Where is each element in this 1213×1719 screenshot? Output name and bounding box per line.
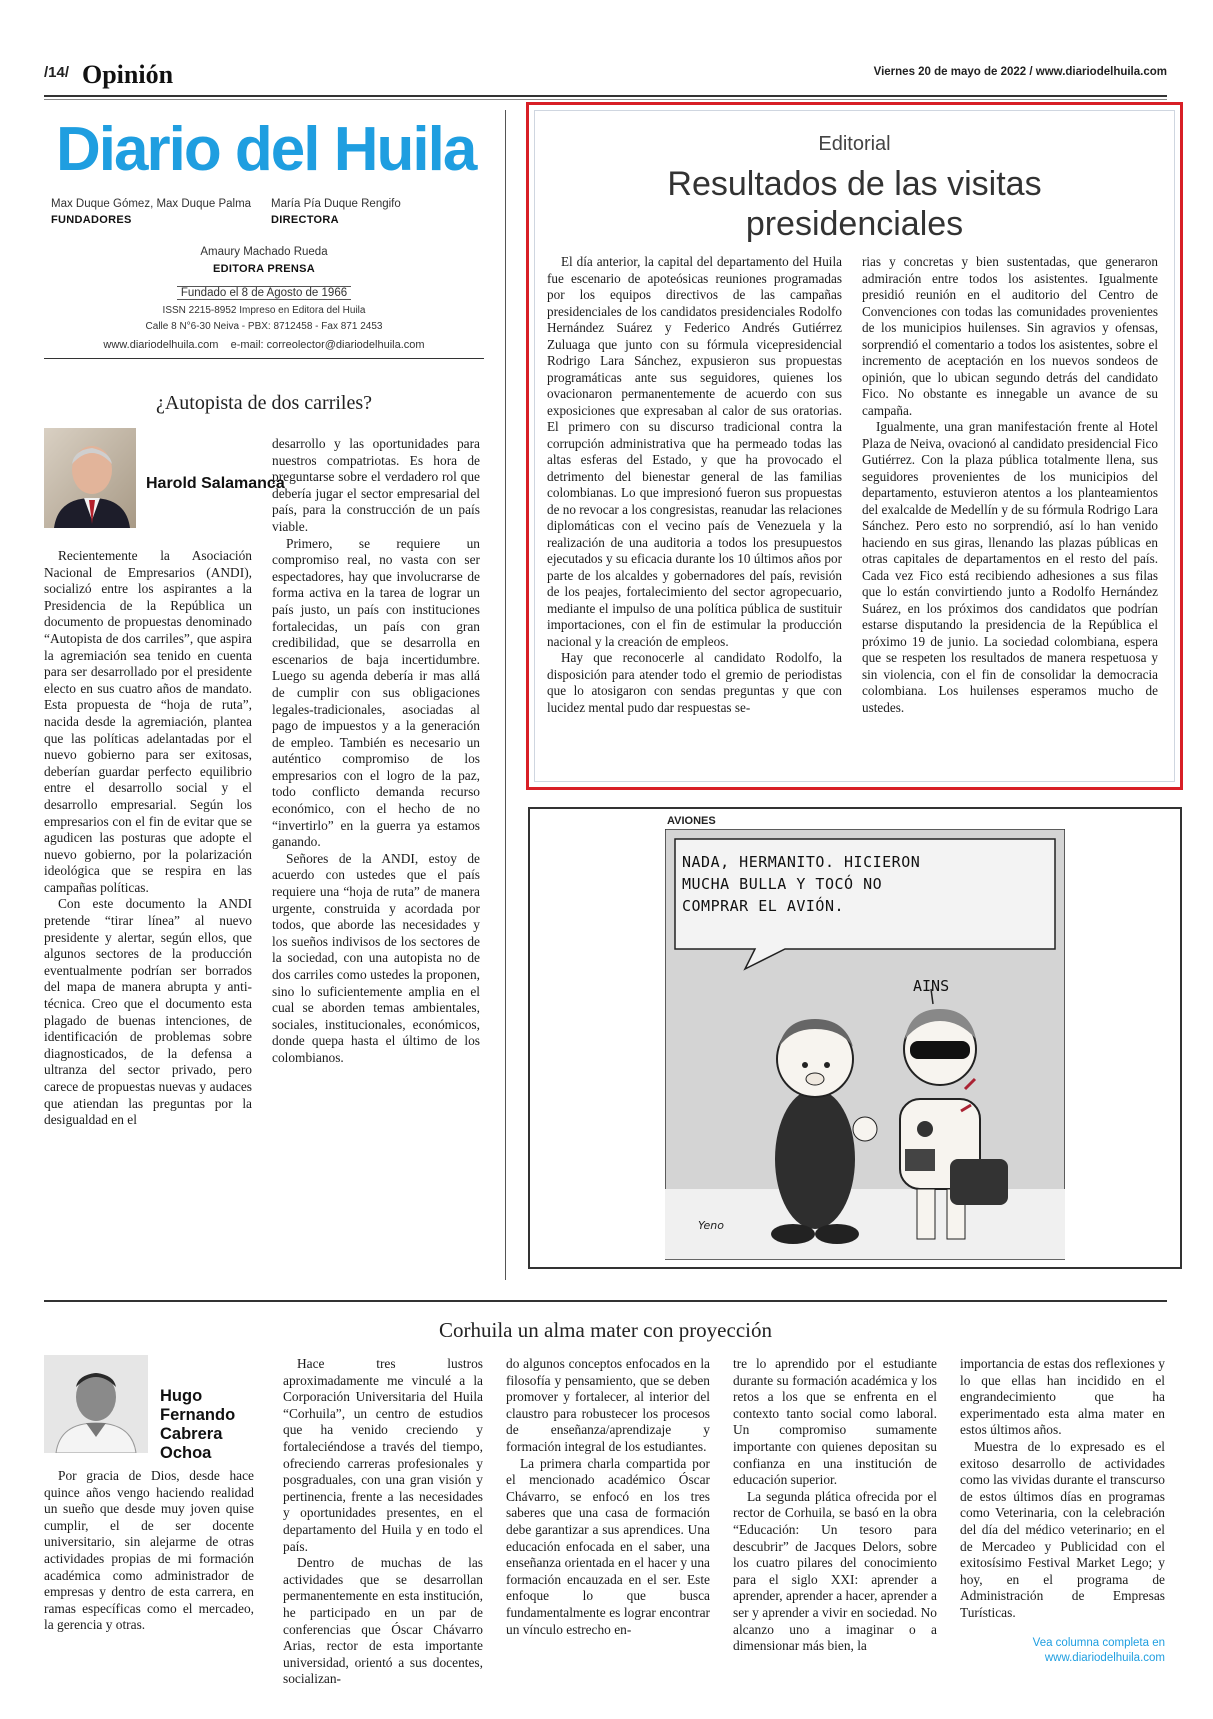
paragraph: rias y concretas y bien sustentadas, que generaron admiración entre todos los asistentes. Igualmente presidió reunión en el auditorio del Centro de Convenciones con todas las comunidades provenientes de los municipios huilenses. Sin agravios y ofensas, sorprendió el comentario a todos los asistentes, sobre el incremento de aceptación en los nuevos sondeos de opinión, que lo ubican segundo detrás del candidato Fico. No obstante es innegable un avance de su campaña. bbox=[862, 254, 1158, 418]
paragraph: Dentro de muchas de las actividades que se desarrollan permanentemente en esta institución, he participado en un par de conferencias que Óscar Chávarro Arias, rector de esta importante universidad, orientó a sus docentes, socializan- bbox=[283, 1555, 483, 1687]
cartoon-speech bbox=[682, 851, 920, 917]
founders-role: FUNDADORES bbox=[51, 214, 132, 226]
column2-text-5 bbox=[960, 1356, 1165, 1622]
column1-author: Harold Salamanca bbox=[146, 475, 285, 492]
paragraph: Primero, se requiere un compromiso real, no vasta con ser espectadores, hay que involucrarse de forma activa en la tarea de lograr un país justo, un país con instituciones fortalecidas, un país con gran credibilidad, que se desarrolla en escenarios de baja incertidumbre. Luego su agenda debería ir mas allá de cumplir con sus obligaciones legales-tradicionales, asociadas al pago de impuestos y a la generación de empleo. También es necesario un auténtico compromiso de los empresarios con el logro de la paz, todo conflicto demanda recurso económico, con el hecho de no “invertirlo” en la guerra ya estamos ganando. bbox=[272, 535, 480, 850]
masthead-rule bbox=[44, 358, 484, 359]
cartoon-exclamation: AINS bbox=[913, 977, 950, 995]
column1-title: ¿Autopista de dos carriles? bbox=[155, 392, 373, 414]
full-column-link[interactable] bbox=[1033, 1636, 1165, 1666]
column2-text-3 bbox=[506, 1356, 710, 1638]
page-number: /14/ bbox=[44, 64, 70, 81]
author-photo-hugo bbox=[44, 1355, 148, 1453]
paragraph: Por gracia de Dios, desde hace quince años vengo haciendo realidad un sueño que desde muy joven quise cumplir, el de ser docente universitario, sin alejarme de otras actividades propias de mi formación académica como administrador de empresas y dentro de esta carrera, en ramas específicas como el mercadeo, la gerencia y otras. bbox=[44, 1468, 254, 1633]
column1-text-right bbox=[272, 436, 480, 1067]
paragraph: Hay que reconocerle al candidato Rodolfo, la disposición para atender todo el gremio de periodistas que lo atosigaron con sendas preguntas y que con lucidez mental pudo dar respuestas se- bbox=[547, 650, 842, 715]
section-title: Opinión bbox=[82, 60, 174, 89]
column2-title: Corhuila un alma mater con proyección bbox=[439, 1318, 772, 1342]
issn-line: ISSN 2215-8952 Impreso en Editora del Huila bbox=[162, 305, 366, 316]
paragraph: Igualmente, una gran manifestación frente al Hotel Plaza de Neiva, ovacionó al candidato presidencial Fico Gutiérrez. Con la plaza pública totalmente llena, sus seguidores provenientes de los municipios del departamento, estuvieron atentos a los planteamientos del exalcalde de Medellín y de su fórmula Rodrigo Lara Sánchez. Pero esto no sorprendió, así lo han venido haciendo en sus giras, llenando las plazas públicas en otras capitales de departamentos en el resto del país. Cada vez Fico está recibiendo adhesiones a sus filas que lo están convirtiendo junto a Rodolfo Hernández Suárez, en los próximos dos candidatos que podrían estarse disputando la presidencia de la República el próximo 19 de junio. La sociedad colombiana, espera que se respeten los resultados de manera respetuosa y sin violencia, con el fin de consolidar la democracia colombiana. Los huilenses esperamos mucho de ustedes. bbox=[862, 419, 1158, 715]
paragraph: Muestra de lo expresado es el exitoso desarrollo de actividades como las vividas durante el transcurso de estos últimos días en programas como Veterinaria, con la celebración del día del médico veterinario; en el de Mercadeo y Publicidad con el exitosísimo Festival Market Lego; y hoy, en el programa de Administración de Empresas Turísticas. bbox=[960, 1438, 1165, 1620]
paragraph: desarrollo y las oportunidades para nuestros compatriotas. Es hora de preguntarse sobre el verdadero rol que debería jugar el sector empresarial del país, para la construcción de un país viable. bbox=[272, 436, 480, 534]
column-divider bbox=[505, 110, 506, 1280]
founded-line bbox=[44, 287, 484, 299]
founded-text: Fundado el 8 de Agosto de 1966 bbox=[177, 286, 351, 300]
author-line-1: Hugo bbox=[160, 1387, 203, 1405]
speech-line-2: MUCHA BULLA Y TOCÓ NO bbox=[682, 875, 883, 893]
paragraph: Señores de la ANDI, estoy de acuerdo con ustedes que el país requiere una “hoja de ruta” de manera urgente, construida y acordada por todos, que aborde las necesidades y los sueños indivisos de los sectores de la sociedad, con una autopista no de dos carriles como ustedes la proponen, sino lo suficientemente amplia en el cual se aborden temas ambientales, sociales, institucionales, económicos, donde quepa hasta el último de los colombianos. bbox=[272, 850, 480, 1065]
author-photo-harold bbox=[44, 428, 136, 528]
paragraph: do algunos conceptos enfocados en la filosofía y pensamiento, que se deben promover y fortalecer, al interior del claustro para robustecer los procesos de enseñanza/aprendizaje y formación integral de los estudiantes. bbox=[506, 1356, 710, 1454]
editorial-label: Editorial bbox=[818, 133, 891, 155]
paragraph: La primera charla compartida por el mencionado académico Óscar Chávarro, se enfocó en los tres saberes que una casa de formación debe garantizar a sus aprendices. Una educación enfocada en el saber, una enseñanza orientada en el hacer y una formación encauzada en el ser. Este enfoque lo que busca fundamentalmente es lograr encontrar un vínculo estrecho en- bbox=[506, 1455, 710, 1637]
editorial-text-left bbox=[547, 254, 842, 716]
director-role: DIRECTORA bbox=[271, 214, 339, 226]
column2-text-1 bbox=[44, 1468, 254, 1634]
editorial-title-line2: presidenciales bbox=[745, 205, 964, 243]
editor-role: EDITORA PRENSA bbox=[213, 263, 315, 275]
editorial-title bbox=[534, 164, 1175, 244]
speech-line-3: COMPRAR EL AVIÓN. bbox=[682, 897, 845, 915]
paragraph: importancia de estas dos reflexiones y lo que ellas han incidido en el engrandecimiento que ha experimentado esta alma mater en estos últimos años. bbox=[960, 1356, 1165, 1438]
portrait-icon bbox=[44, 1355, 148, 1453]
column1-text-left bbox=[44, 548, 252, 1129]
portrait-icon bbox=[44, 428, 136, 528]
top-rule bbox=[44, 95, 1167, 97]
author-line-2: Fernando bbox=[160, 1406, 236, 1424]
founders-names: Max Duque Gómez, Max Duque Palma bbox=[51, 198, 252, 210]
editorial-title-line1: Resultados de las visitas bbox=[667, 165, 1042, 203]
author-line-3: Cabrera bbox=[160, 1425, 223, 1443]
author-line-4: Ochoa bbox=[160, 1444, 212, 1462]
link-line-1: Vea columna completa en bbox=[1032, 1637, 1165, 1649]
newspaper-logo: Diario del Huila bbox=[56, 115, 476, 184]
top-rule-thin bbox=[44, 99, 1167, 100]
date-line: Viernes 20 de mayo de 2022 / www.diariodelhuila.com bbox=[873, 66, 1167, 78]
contact-line: www.diariodelhuila.com e-mail: correolector@diariodelhuila.com bbox=[103, 339, 425, 351]
paragraph: La segunda plática ofrecida por el rector de Corhuila, se basó en la obra “Educación: Un tesoro para descubrir” de Jacques Delors, sobre los cuatro pilares del conocimiento para el siglo XXI: aprender a aprender, aprender a hacer, aprender a ser y aprender a vivir en sociedad. No alcanzo uno a imaginar o a dimensionar más bien, la bbox=[733, 1488, 937, 1654]
paragraph: Con este documento la ANDI pretende “tirar línea” al nuevo presidente y alertar, según ellos, que algunos sectores de la producción eventualmente podrían ser borrados del mapa de manera abrupta y anti-técnica. Creo que el documento esta plagado de buenas intenciones, de identificación de problemas sobre diagnosticados, de la defensa a ultranza del sector privado, pero carece de propuestas nuevas y audaces que atiendan las preguntas por la desigualdad en el bbox=[44, 896, 252, 1128]
paragraph: Hace tres lustros aproximadamente me vinculé a la Corporación Universitaria del Huila “Corhuila”, un centro de estudios que ha venido creciendo y fortaleciéndose a través del tiempo, ofreciendo carreras profesionales y posgraduales, con una gran visión y pertinencia, frente a las necesidades y oportunidades presentes, en el departamento del Huila y en todo el país. bbox=[283, 1356, 483, 1554]
paragraph: El día anterior, la capital del departamento del Huila fue escenario de apoteósicas reuniones programadas por los equipos directivos de las campañas presidenciales de los candidatos presidenciales Rodolfo Hernández Suárez y Federico Andrés Gutiérrez Zuluaga que junto con su fórmula vicepresidencial Rodrigo Lara Sánchez, expusieron sus propuestas programáticas ante sus seguidores, quienes los ovacionaron permanentemente de acuerdo con sus exposiciones que expresaban al calor de sus oratorias. El primero con su discurso tradicional contra la corrupción administrativa que ha permeado todas las altas esferas del Estado, y que ha provocado el detrimento del bienestar general de las familias colombianas. Lo que impresionó fueron sus propuestas de no revocar a los congresistas, reanudar las relaciones diplomáticas con el vecino país de Venezuela y la realización de una auditoria a todos los presupuestos ejecutados y su eficacia durante los 10 últimos años por parte de los alcaldes y gobernadores del país, revisión de los peajes, fortalecimiento del sector agropecuario, mediante el impulso de una política pública de sustituir importaciones, con el fin de estimular la producción nacional y la creación de empleos. bbox=[547, 254, 842, 649]
editor-name: Amaury Machado Rueda bbox=[200, 246, 328, 258]
cartoon-title: AVIONES bbox=[667, 815, 716, 827]
cartoon bbox=[528, 807, 1182, 1269]
bottom-rule bbox=[44, 1300, 1167, 1302]
cartoon-signature: Yeno bbox=[698, 1219, 724, 1232]
director-name: María Pía Duque Rengifo bbox=[271, 198, 401, 210]
paragraph: Recientemente la Asociación Nacional de Empresarios (ANDI), socializó entre los aspirantes a la Presidencia de la República un documento de propuestas denominado “Autopista de dos carriles”, que aspira la agremiación sea tenido en cuenta para ser desarrollado por el presidente electo en sus cuatro años de mandato. Esta propuesta de “hoja de ruta”, nacida desde la agremiación, plantea que las políticas adelantadas por el nuevo gobierno para ser exitosas, deberían guardar perfecto equilibrio entre el desarrollo social y el desarrollo empresarial. Según los empresarios con el fin de evitar que se agudicen las posturas que adopte el nuevo gobierno, por la polarización ideológica que se respira en las campañas políticas. bbox=[44, 548, 252, 895]
link-line-2: www.diariodelhuila.com bbox=[1044, 1652, 1165, 1664]
address-line: Calle 8 N°6-30 Neiva - PBX: 8712458 - Fax 871 2453 bbox=[145, 321, 383, 332]
column2-text-4 bbox=[733, 1356, 937, 1655]
editorial-text-right bbox=[862, 254, 1158, 716]
paragraph: tre lo aprendido por el estudiante durante su formación académica y los retos a los que se enfrenta en el contexto tanto social como laboral. Un compromiso sumamente importante con quienes depositan su confianza en una institución de educación superior. bbox=[733, 1356, 937, 1488]
speech-line-1: NADA, HERMANITO. HICIERON bbox=[682, 853, 921, 871]
column2-author bbox=[160, 1387, 235, 1463]
column2-text-2 bbox=[283, 1356, 483, 1688]
